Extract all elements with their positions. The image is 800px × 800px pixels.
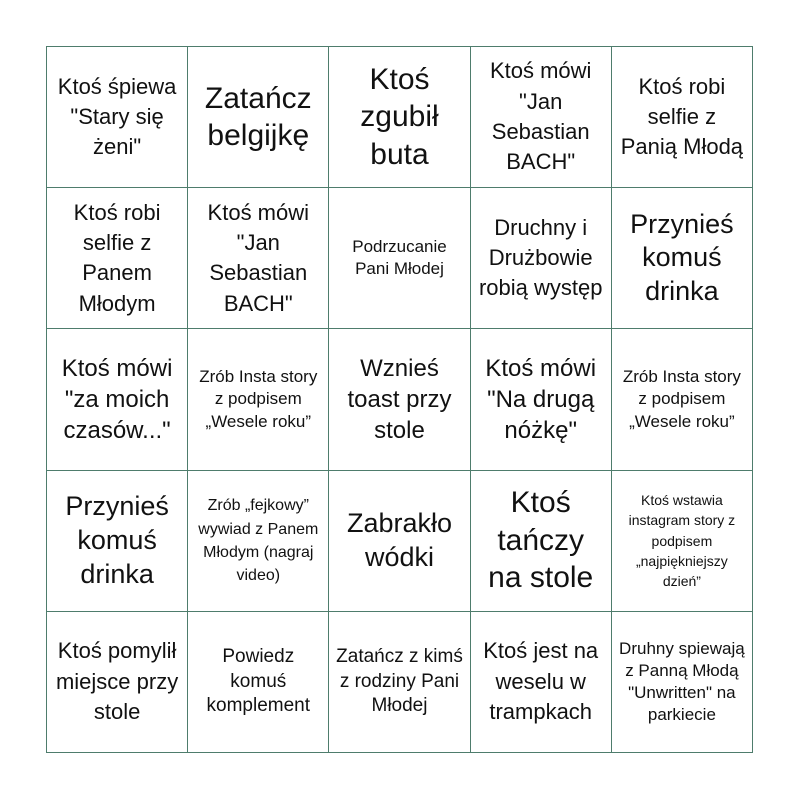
bingo-cell-text: Zrób Insta story z podpisem „Wesele roku” (199, 367, 318, 431)
bingo-cell-text: Ktoś mówi "Jan Sebastian BACH" (207, 199, 310, 316)
bingo-cell-text: Wznieś toast przy stole (347, 354, 452, 445)
bingo-cell-text: Druchny i Drużbowie robią występ (478, 214, 603, 301)
bingo-cell-text: Zatańcz belgijkę (204, 81, 312, 153)
bingo-cell[interactable] (612, 188, 753, 329)
bingo-cell-text: Ktoś robi selfie z Panem Młodym (73, 199, 161, 316)
bingo-cell[interactable] (612, 471, 753, 612)
bingo-cell[interactable] (188, 471, 329, 612)
bingo-cell-text: Ktoś robi selfie z Panią Młodą (620, 73, 744, 160)
bingo-cell[interactable] (47, 188, 188, 329)
bingo-cell[interactable] (188, 329, 329, 470)
bingo-cell[interactable] (471, 612, 612, 753)
bingo-cell[interactable] (329, 47, 470, 188)
bingo-cell-text: Zrób „fejkowy” wywiad z Panem Młodym (nagraj video) (198, 497, 319, 584)
bingo-cell-text: Ktoś zgubił buta (360, 62, 439, 171)
bingo-cell[interactable] (612, 329, 753, 470)
bingo-cell[interactable] (188, 612, 329, 753)
bingo-cell-text: Zrób Insta story z podpisem „Wesele roku” (622, 367, 741, 431)
bingo-cell[interactable] (471, 329, 612, 470)
bingo-cell-text: Ktoś mówi "Na drugą nóżkę" (485, 354, 597, 445)
bingo-cell[interactable] (47, 47, 188, 188)
bingo-cell-text: Ktoś tańczy na stole (488, 486, 594, 595)
bingo-cell[interactable] (329, 612, 470, 753)
bingo-cell-text: Ktoś pomylił miejsce przy stole (55, 638, 179, 725)
bingo-cell-text: Powiedz komuś komplement (206, 645, 311, 717)
bingo-cell[interactable] (471, 471, 612, 612)
bingo-cell[interactable] (329, 329, 470, 470)
bingo-cell-text: Przynieś komuś drinka (65, 491, 169, 589)
bingo-cell-text: Przynieś komuś drinka (630, 208, 734, 307)
bingo-cell-text: Ktoś jest na weselu w trampkach (483, 638, 599, 725)
bingo-cell[interactable] (188, 47, 329, 188)
bingo-cell[interactable] (47, 471, 188, 612)
bingo-cell[interactable] (471, 47, 612, 188)
bingo-cell[interactable] (329, 471, 470, 612)
bingo-cell-text: Zatańcz z kimś z rodziny Pani Młodej (336, 645, 463, 717)
bingo-cell[interactable] (329, 188, 470, 329)
bingo-board (46, 46, 753, 753)
bingo-cell-text: Ktoś śpiewa "Stary się żeni" (57, 73, 177, 160)
bingo-cell-text: Ktoś wstawia instagram story z podpisem „najpiękniejszy dzień” (628, 491, 736, 590)
bingo-cell-text: Ktoś mówi "za moich czasów..." (61, 354, 173, 445)
bingo-cell-text: Druhny spiewają z Panną Młodą "Unwritten" na parkiecie (619, 638, 745, 724)
bingo-cell[interactable] (612, 612, 753, 753)
bingo-cell[interactable] (612, 47, 753, 188)
bingo-cell-text: Ktoś mówi "Jan Sebastian BACH" (489, 58, 592, 175)
bingo-cell-text: Podrzucanie Pani Młodej (352, 237, 447, 279)
bingo-cell[interactable] (471, 188, 612, 329)
bingo-cell-text: Zabrakło wódki (346, 507, 453, 572)
bingo-cell[interactable] (188, 188, 329, 329)
bingo-cell[interactable] (47, 329, 188, 470)
bingo-cell[interactable] (47, 612, 188, 753)
